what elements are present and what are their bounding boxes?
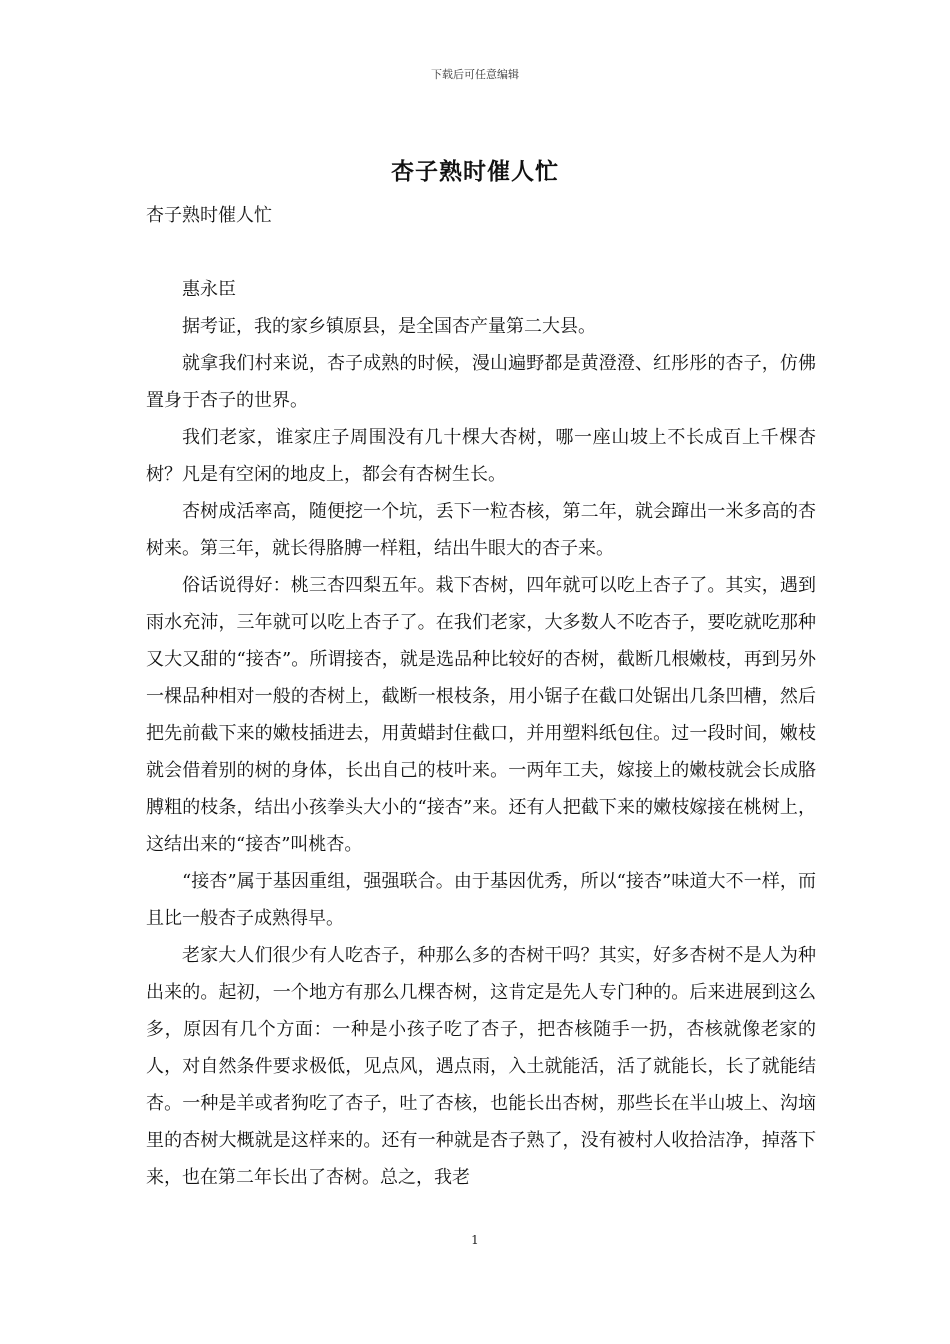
paragraph: 杏树成活率高，随便挖一个坑，丢下一粒杏核，第二年，就会蹿出一米多高的杏树来。第三年，就长得胳膊一样粗，结出牛眼大的杏子来。 (146, 501, 816, 559)
page-number: 1 (471, 1233, 479, 1247)
paragraph: 就拿我们村来说，杏子成熟的时候，漫山遍野都是黄澄澄、红彤彤的杏子，仿佛置身于杏子的世界。 (146, 353, 816, 411)
paragraph: 俗话说得好：桃三杏四梨五年。栽下杏树，四年就可以吃上杏子了。其实，遇到雨水充沛，三年就可以吃上杏子了。在我们老家，大多数人不吃杏子，要吃就吃那种又大又甜的“接杏”。所谓接杏，就是选品种比较好的杏树，截断几根嫩枝，再到另外一棵品种相对一般的杏树上，截断一根枝条，用小锯子在截口处锯出几条凹槽，然后把先前截下来的嫩枝插进去，用黄蜡封住截口，并用塑料纸包住。过一段时间，嫩枝就会借着别的树的身体，长出自己的枝叶来。一两年工夫，嫁接上的嫩枝就会长成胳膊粗的枝条，结出小孩拳头大小的“接杏”来。还有人把截下来的嫩枝嫁接在桃树上，这结出来的“接杏”叫桃杏。 (146, 575, 816, 855)
page-title: 杏子熟时催人忙 (391, 158, 559, 185)
header-note: 下载后可任意编辑 (431, 68, 519, 81)
author-name: 惠永臣 (182, 279, 236, 300)
article-subtitle: 杏子熟时催人忙 (146, 205, 272, 226)
paragraph: 我们老家，谁家庄子周围没有几十棵大杏树，哪一座山坡上不长成百上千棵杏树？凡是有空闲的地皮上，都会有杏树生长。 (146, 427, 816, 485)
paragraph: 老家大人们很少有人吃杏子，种那么多的杏树干吗？其实，好多杏树不是人为种出来的。起初，一个地方有那么几棵杏树，这肯定是先人专门种的。后来进展到这么多，原因有几个方面：一种是小孩子吃了杏子，把杏核随手一扔，杏核就像老家的人，对自然条件要求极低，见点风，遇点雨，入土就能活，活了就能长，长了就能结杏。一种是羊或者狗吃了杏子，吐了杏核，也能长出杏树，那些长在半山坡上、沟垴里的杏树大概就是这样来的。还有一种就是杏子熟了，没有被村人收拾洁净，掉落下来，也在第二年长出了杏树。总之，我老 (146, 945, 816, 1188)
paragraph: “接杏”属于基因重组，强强联合。由于基因优秀，所以“接杏”味道大不一样，而且比一般杏子成熟得早。 (146, 871, 816, 929)
paragraph: 据考证，我的家乡镇原县，是全国杏产量第二大县。 (182, 316, 596, 337)
blank-line (146, 234, 816, 271)
document-body (146, 197, 816, 1196)
